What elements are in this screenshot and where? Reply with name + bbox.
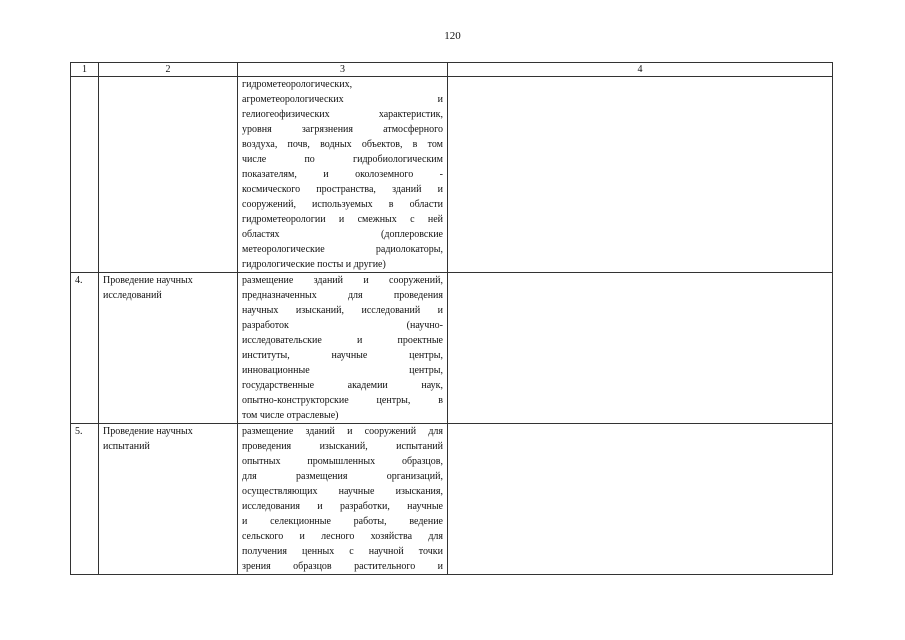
use-description-line: получения ценных с научной точки: [242, 546, 443, 557]
land-use-table: [70, 62, 833, 575]
use-name-line: Проведение научных: [103, 426, 193, 437]
use-description-line: исследовательские и проектные: [242, 335, 443, 346]
row-number-cell: [71, 77, 99, 273]
column-header-2: 2: [99, 63, 238, 77]
use-description-line: гидрометеорологических,: [242, 79, 353, 90]
use-description-line: разработок (научно-: [242, 320, 443, 331]
use-description-line: размещение зданий и сооружений,: [242, 275, 443, 286]
use-description-line: агрометеорологических и: [242, 94, 443, 105]
use-description-line: для размещения организаций,: [242, 471, 443, 482]
table-row: [71, 424, 833, 575]
use-description-line: метеорологические радиолокаторы,: [242, 244, 443, 255]
use-description-line: гидрометеорологии и смежных с ней: [242, 214, 443, 225]
use-description-line: уровня загрязнения атмосферного: [242, 124, 443, 135]
use-description-line: показателям, и околоземного -: [242, 169, 443, 180]
use-description-line: и селекционные работы, ведение: [242, 516, 443, 527]
use-description-cell: [238, 273, 448, 424]
use-description-line: областях (доплеровские: [242, 229, 443, 240]
use-description-line: предназначенных для проведения: [242, 290, 443, 301]
use-description-line: размещение зданий и сооружений для: [242, 426, 443, 437]
use-description-cell: [238, 77, 448, 273]
use-description-line: исследования и разработки, научные: [242, 501, 443, 512]
use-description-line: осуществляющих научные изыскания,: [242, 486, 443, 497]
use-description-line: научных изысканий, исследований и: [242, 305, 443, 316]
use-name-line: испытаний: [103, 441, 150, 452]
column-header-4: 4: [448, 63, 833, 77]
use-description-line: проведения изысканий, испытаний: [242, 441, 443, 452]
use-name-cell: [99, 424, 238, 575]
use-description-line: числе по гидробиологическим: [242, 154, 443, 165]
table-row: [71, 273, 833, 424]
page-number: 120: [444, 30, 461, 42]
column-header-1: 1: [71, 63, 99, 77]
use-description-line: институты, научные центры,: [242, 350, 443, 361]
table-header-row: [71, 63, 833, 77]
use-name-line: исследований: [103, 290, 162, 301]
notes-cell: [448, 77, 833, 273]
use-description-line: сельского и лесного хозяйства для: [242, 531, 443, 542]
use-description-line: зрения образцов растительного и: [242, 561, 443, 572]
use-description-line: опытных промышленных образцов,: [242, 456, 443, 467]
use-description-line: опытно-конструкторские центры, в: [242, 395, 443, 406]
column-header-3: 3: [238, 63, 448, 77]
use-description-line: том числе отраслевые): [242, 410, 339, 421]
use-name-line: Проведение научных: [103, 275, 193, 286]
use-description-line: сооружений, используемых в области: [242, 199, 443, 210]
row-number: 5.: [75, 426, 83, 437]
use-description-line: инновационные центры,: [242, 365, 443, 376]
use-description-line: космического пространства, зданий и: [242, 184, 443, 195]
row-number-cell: [71, 273, 99, 424]
notes-cell: [448, 273, 833, 424]
use-description-line: государственные академии наук,: [242, 380, 443, 391]
use-description-line: гелиогеофизических характеристик,: [242, 109, 443, 120]
notes-cell: [448, 424, 833, 575]
use-description-line: воздуха, почв, водных объектов, в том: [242, 139, 443, 150]
use-name-cell: [99, 273, 238, 424]
row-number: 4.: [75, 275, 83, 286]
use-description-line: гидрологические посты и другие): [242, 259, 386, 270]
use-description-cell: [238, 424, 448, 575]
use-name-cell: [99, 77, 238, 273]
table-row: [71, 77, 833, 273]
row-number-cell: [71, 424, 99, 575]
